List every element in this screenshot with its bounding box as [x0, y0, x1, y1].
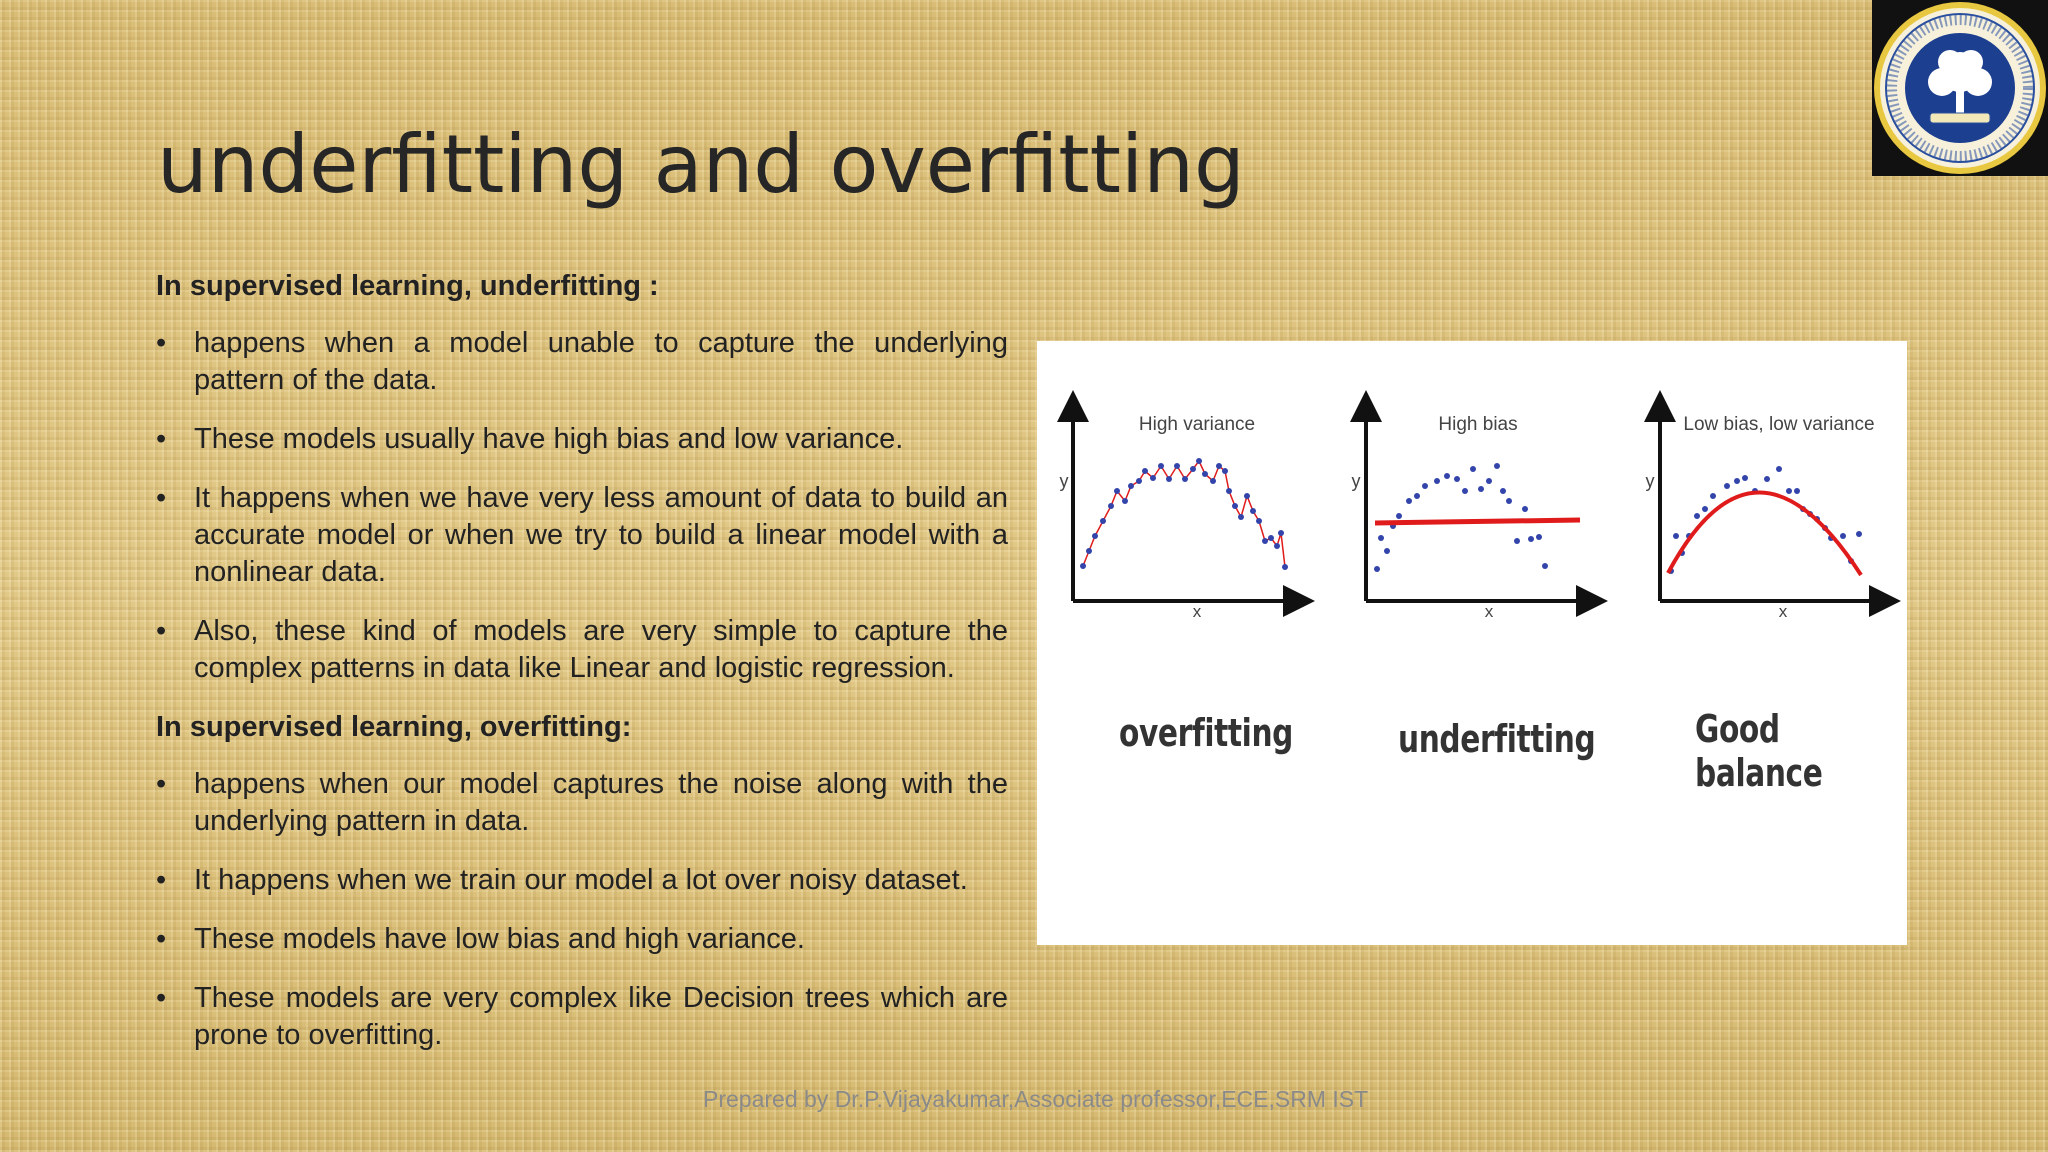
caption-underfitting: underfitting: [1398, 717, 1596, 761]
overfit-bullet-4: • These models are very complex like Decision trees which are prone to overfitting.: [156, 982, 1008, 1051]
overfit-bullet-1: • happens when our model captures the noise along with the underlying pattern in data.: [156, 768, 1008, 837]
underfit-bullet-2: • These models usually have high bias and low variance.: [156, 421, 1008, 458]
panel2-x-label: x: [1484, 602, 1494, 621]
underfit-heading: In supervised learning, underfitting :: [156, 270, 659, 302]
panel1-x-label: x: [1192, 602, 1202, 621]
bullet-dot: •: [156, 982, 167, 1014]
fitting-diagram: [1037, 341, 1907, 945]
text-content: [156, 268, 1008, 1076]
panel2-subtitle: High bias: [1438, 414, 1518, 435]
bullet-dot: •: [156, 327, 167, 359]
bullet-dot: •: [156, 923, 167, 955]
underfit-bullet-4: • Also, these kind of models are very simple to capture the complex patterns in data like Linear and logistic regression.: [156, 615, 1008, 684]
bullet-dot: •: [156, 615, 167, 647]
panel-overfitting: [1060, 406, 1300, 621]
underfit-bullet-1: • happens when a model unable to capture the underlying pattern of the data.: [156, 327, 1008, 396]
bullet-dot: •: [156, 864, 167, 896]
bullet-dot: •: [156, 482, 167, 514]
institute-logo: [1872, 0, 2048, 176]
panel1-y-label: y: [1059, 471, 1069, 491]
panel3-subtitle: Low bias, low variance: [1683, 414, 1875, 435]
panel1-subtitle: High variance: [1138, 414, 1256, 435]
panel3-x-label: x: [1778, 602, 1788, 621]
overfit-bullet-2: • It happens when we train our model a lot over noisy dataset.: [156, 862, 1008, 899]
panel-good-balance: [1646, 406, 1886, 621]
bullet-dot: •: [156, 423, 167, 455]
caption-overfitting: overfitting: [1119, 711, 1293, 755]
slide-title: underfitting and overfitting: [157, 118, 1245, 211]
panel2-y-label: y: [1351, 471, 1361, 491]
slide-footer: Prepared by Dr.P.Vijayakumar,Associate professor,ECE,SRM IST: [703, 1086, 1369, 1112]
caption-good-balance: Good balance: [1695, 707, 1823, 795]
panel3-y-label: y: [1645, 471, 1655, 491]
bullet-dot: •: [156, 768, 167, 800]
underfit-bullet-3: • It happens when we have very less amount of data to build an accurate model or when we try to build a linear model with a nonlinear data.: [156, 482, 1008, 588]
overfit-bullet-3: • These models have low bias and high variance.: [156, 921, 1008, 958]
overfit-heading: In supervised learning, overfitting:: [156, 711, 632, 743]
panel-underfitting: [1352, 406, 1593, 621]
tree-seal-icon: [1872, 0, 2048, 176]
